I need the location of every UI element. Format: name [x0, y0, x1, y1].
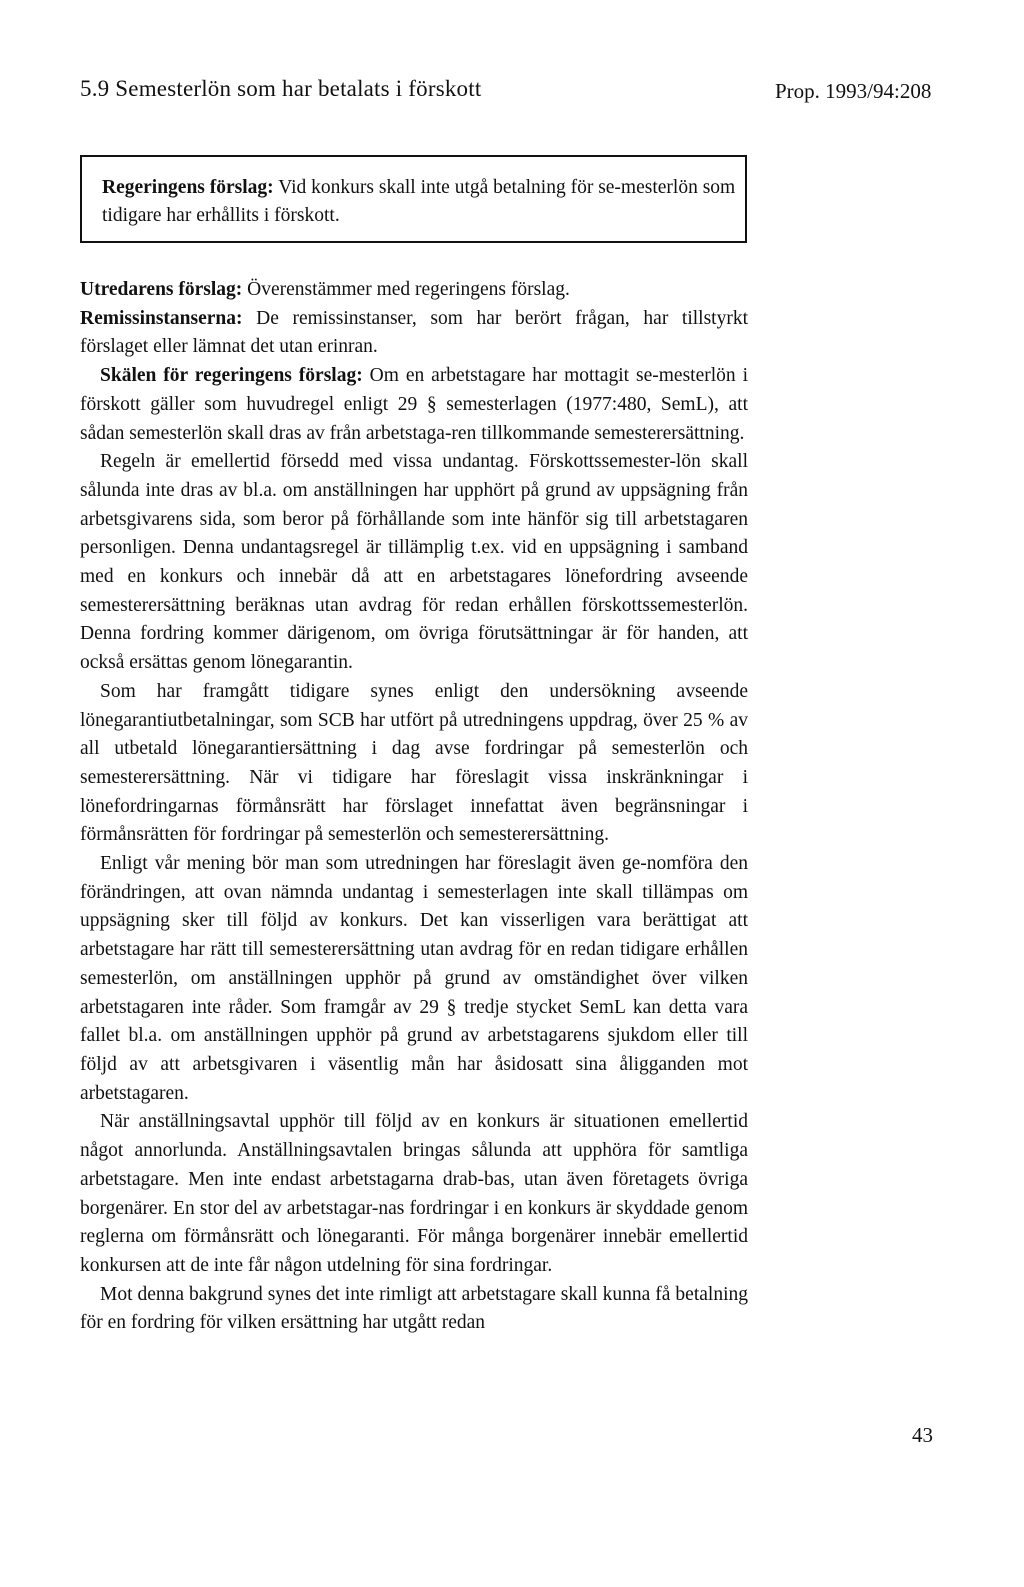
proposal-text: Vid konkurs skall inte utgå betalning för se-mesterlön som tidigare har erhållits i förskott. — [102, 177, 736, 226]
referral-label: Remissinstanserna: — [80, 307, 243, 329]
reasons-text: Om en arbetstagare har mottagit se-mesterlön i förskott gäller som huvudregel enligt 29 § semesterlagen (1977:480, SemL), att sådan semesterlön skall dras av från arbetstaga-ren tillkommande semesterersättning. — [80, 365, 749, 444]
government-proposal-box — [80, 155, 747, 243]
investigator-text: Överenstämmer med regeringens förslag. — [242, 279, 570, 300]
investigator-proposal-paragraph — [80, 276, 748, 305]
referral-text: De remissinstanser, som har berört frågan, har tillstyrkt förslaget eller lämnat det utan erinran. — [80, 307, 748, 358]
document-reference: Prop. 1993/94:208 — [775, 79, 932, 103]
reasons-paragraph — [80, 362, 748, 448]
page-number: 43 — [912, 1423, 933, 1447]
body-paragraph: När anställningsavtal upphör till följd av en konkurs är situationen emellertid något annorlunda. Anställningsavtalen bringas sålunda att upphöra för samtliga arbetstagare. Men inte endast arbetstagarna drab-bas, utan även företagets övriga borgenärer. En stor del av arbetstagar-nas fordringar i en konkurs är skyddade genom reglerna om förmånsrätt och lönegaranti. För många borgenärer innebär emellertid konkursen att de inte får någon utdelning för sina fordringar. — [80, 1111, 748, 1276]
body-paragraph: Mot denna bakgrund synes det inte rimligt att arbetstagare skall kunna få betalning för en fordring för vilken ersättning har utgått redan — [80, 1283, 748, 1334]
body-paragraph: Som har framgått tidigare synes enligt den undersökning avseende lönegarantiutbetalningar, som SCB har utfört på utredningens uppdrag, över 25 % av all utbetald lönegarantiersättning i dag avse fordringar på semesterlön och semesterersättning. När vi tidigare har föreslagit vissa inskränkningar i lönefordringarnas förmånsrätt har förslaget innefattat även begränsningar i förmånsrätten för fordringar på semesterlön och semesterersättning. — [80, 680, 748, 846]
body-paragraph: Enligt vår mening bör man som utredningen har föreslagit även ge-nomföra den förändringen, att ovan nämnda undantag i semesterlagen inte skall tillämpas om uppsägning sker till följd av konkurs. Det kan visserligen vara berättigat att arbetstagare har rätt till semesterersättning utan avdrag för en redan tidigare erhållen semesterlön, om anställningen upphör på grund av omständighet över vilken arbetstagaren inte råder. Som framgår av 29 § tredje stycket SemL kan detta vara fallet bl.a. om anställningen upphör på grund av arbetstagarens sjukdom eller till följd av att arbetsgivaren i väsentlig mån har åsidosatt sina åligganden mot arbetstagaren. — [80, 853, 748, 1104]
proposal-label: Regeringens förslag: — [102, 177, 274, 198]
investigator-label: Utredarens förslag: — [80, 279, 243, 300]
body-text — [80, 276, 748, 1338]
reasons-label: Skälen för regeringens förslag: — [100, 365, 363, 387]
referral-bodies-paragraph — [80, 305, 748, 362]
body-paragraph: Regeln är emellertid försedd med vissa undantag. Förskottssemester-lön skall sålunda inte dras av bl.a. om anställningen har upphört på grund av uppsägning från arbetsgivarens sida, som beror på förhållande som inte hänför sig till arbetstagaren personligen. Denna undantagsregel är tillämplig t.ex. vid en uppsägning i samband med en konkurs och innebär då att en arbetstagares lönefordring avseende semesterersättning beräknas utan avdrag för redan erhållen förskottssemesterlön. Denna fordring kommer därigenom, om övriga förutsättningar är för handen, att också ersättas genom lönegarantin. — [80, 451, 748, 674]
section-heading: 5.9 Semesterlön som har betalats i förskott — [80, 76, 482, 101]
